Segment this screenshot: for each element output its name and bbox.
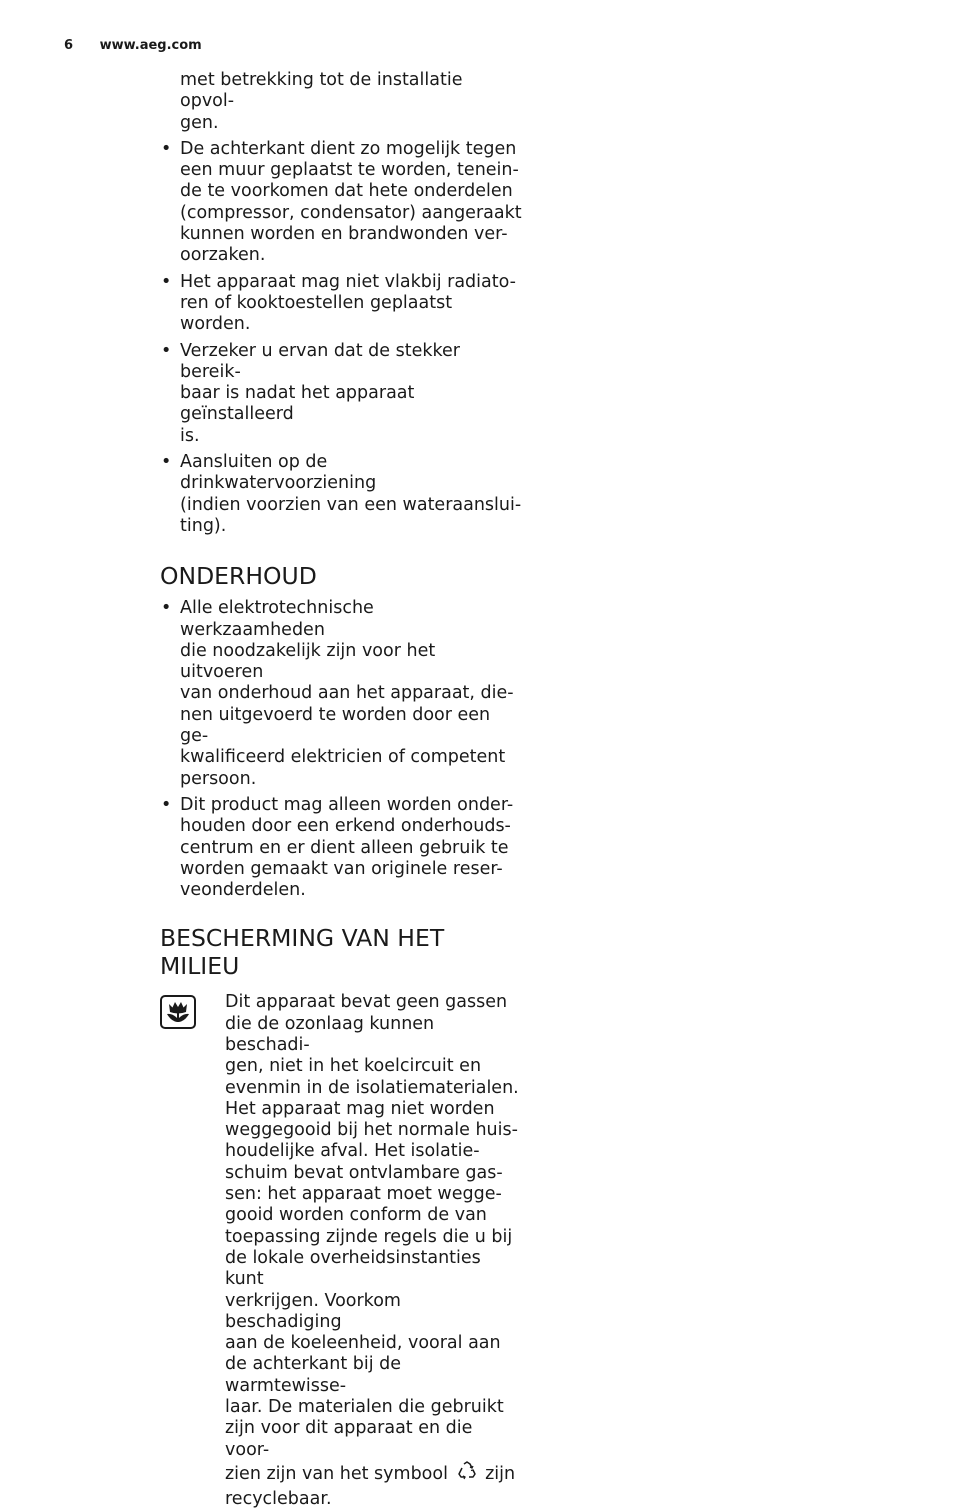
environment-block [160, 992, 522, 1510]
section-title-onderhoud: ONDERHOUD [160, 562, 317, 591]
list-item-text: Het apparaat mag niet vlakbij radiato- ren of kooktoestellen geplaatst worden. [180, 271, 516, 335]
bullet-icon: • [161, 598, 172, 619]
bullet-icon: • [161, 794, 172, 815]
list-item-text: Dit product mag alleen worden onder- houden door een erkend onderhouds- centrum en er dient alleen gebruik te worden gemaakt van originele reser- veonderdelen. [180, 794, 514, 901]
list-item [160, 598, 522, 790]
environment-text-end: zijn recyclebaar. [225, 1463, 516, 1510]
main-column [160, 70, 522, 1511]
bullet-icon: • [161, 271, 172, 292]
environment-text-main: Dit apparaat bevat geen gassen die de ozonlaag kunnen beschadi- gen, niet in het koelcircuit en evenmin in de isolatiematerialen. Het apparaat mag niet worden weggegooid bij het normale huis- houdelijke afval. Het isolatie- schuim bevat ontvlambare gas- sen: het apparaat moet wegge- gooid worden conform de van toepassing zijnde regels die u bij de lokale overheidsinstanties kunt verkrijgen. Voorkom beschadiging aan de koeleenheid, vooral aan de achterkant bij de warmtewisse- laar. De materialen die gebruikt zijn voor dit apparaat en die voor- zien zijn van het symbool [225, 992, 519, 1484]
continued-text: met betrekking tot de installatie opvol- gen. [180, 70, 463, 133]
list-item [160, 795, 522, 901]
list-item-text: Verzeker u ervan dat de stekker bereik- baar is nadat het apparaat geïnstalleerd is. [180, 340, 460, 446]
environment-text [160, 992, 522, 1510]
page-number: 6 [64, 38, 74, 53]
list-item [160, 272, 522, 336]
bullet-icon: • [161, 452, 172, 473]
page-header [64, 38, 202, 53]
list-item-text: De achterkant dient zo mogelijk tegen een muur geplaatst te worden, tenein- de te voorkomen dat hete onderdelen (compressor, condensator) aangeraakt kunnen worden en brandwonden ver- oorzaken. [180, 138, 522, 266]
maintenance-list [160, 598, 522, 901]
section-title-milieu: BESCHERMING VAN HET MILIEU [160, 924, 445, 981]
recycle-icon [456, 1461, 478, 1489]
website-link[interactable]: www.aeg.com [99, 38, 202, 53]
list-item-text: Aansluiten op de drinkwatervoorziening (indien voorzien van een wateraanslui- ting). [180, 452, 522, 536]
list-item [160, 341, 522, 447]
installation-list [160, 139, 522, 537]
list-item [160, 139, 522, 267]
bullet-icon: • [161, 138, 172, 159]
list-item [160, 452, 522, 537]
list-item-text: Alle elektrotechnische werkzaamheden die noodzakelijk zijn voor het uitvoeren van onderhoud aan het apparaat, die- nen uitgevoerd te worden door een ge- kwalificeerd elektricien of competent persoon. [180, 598, 514, 789]
environment-tulip-icon [160, 995, 196, 1029]
bullet-icon: • [161, 340, 172, 361]
